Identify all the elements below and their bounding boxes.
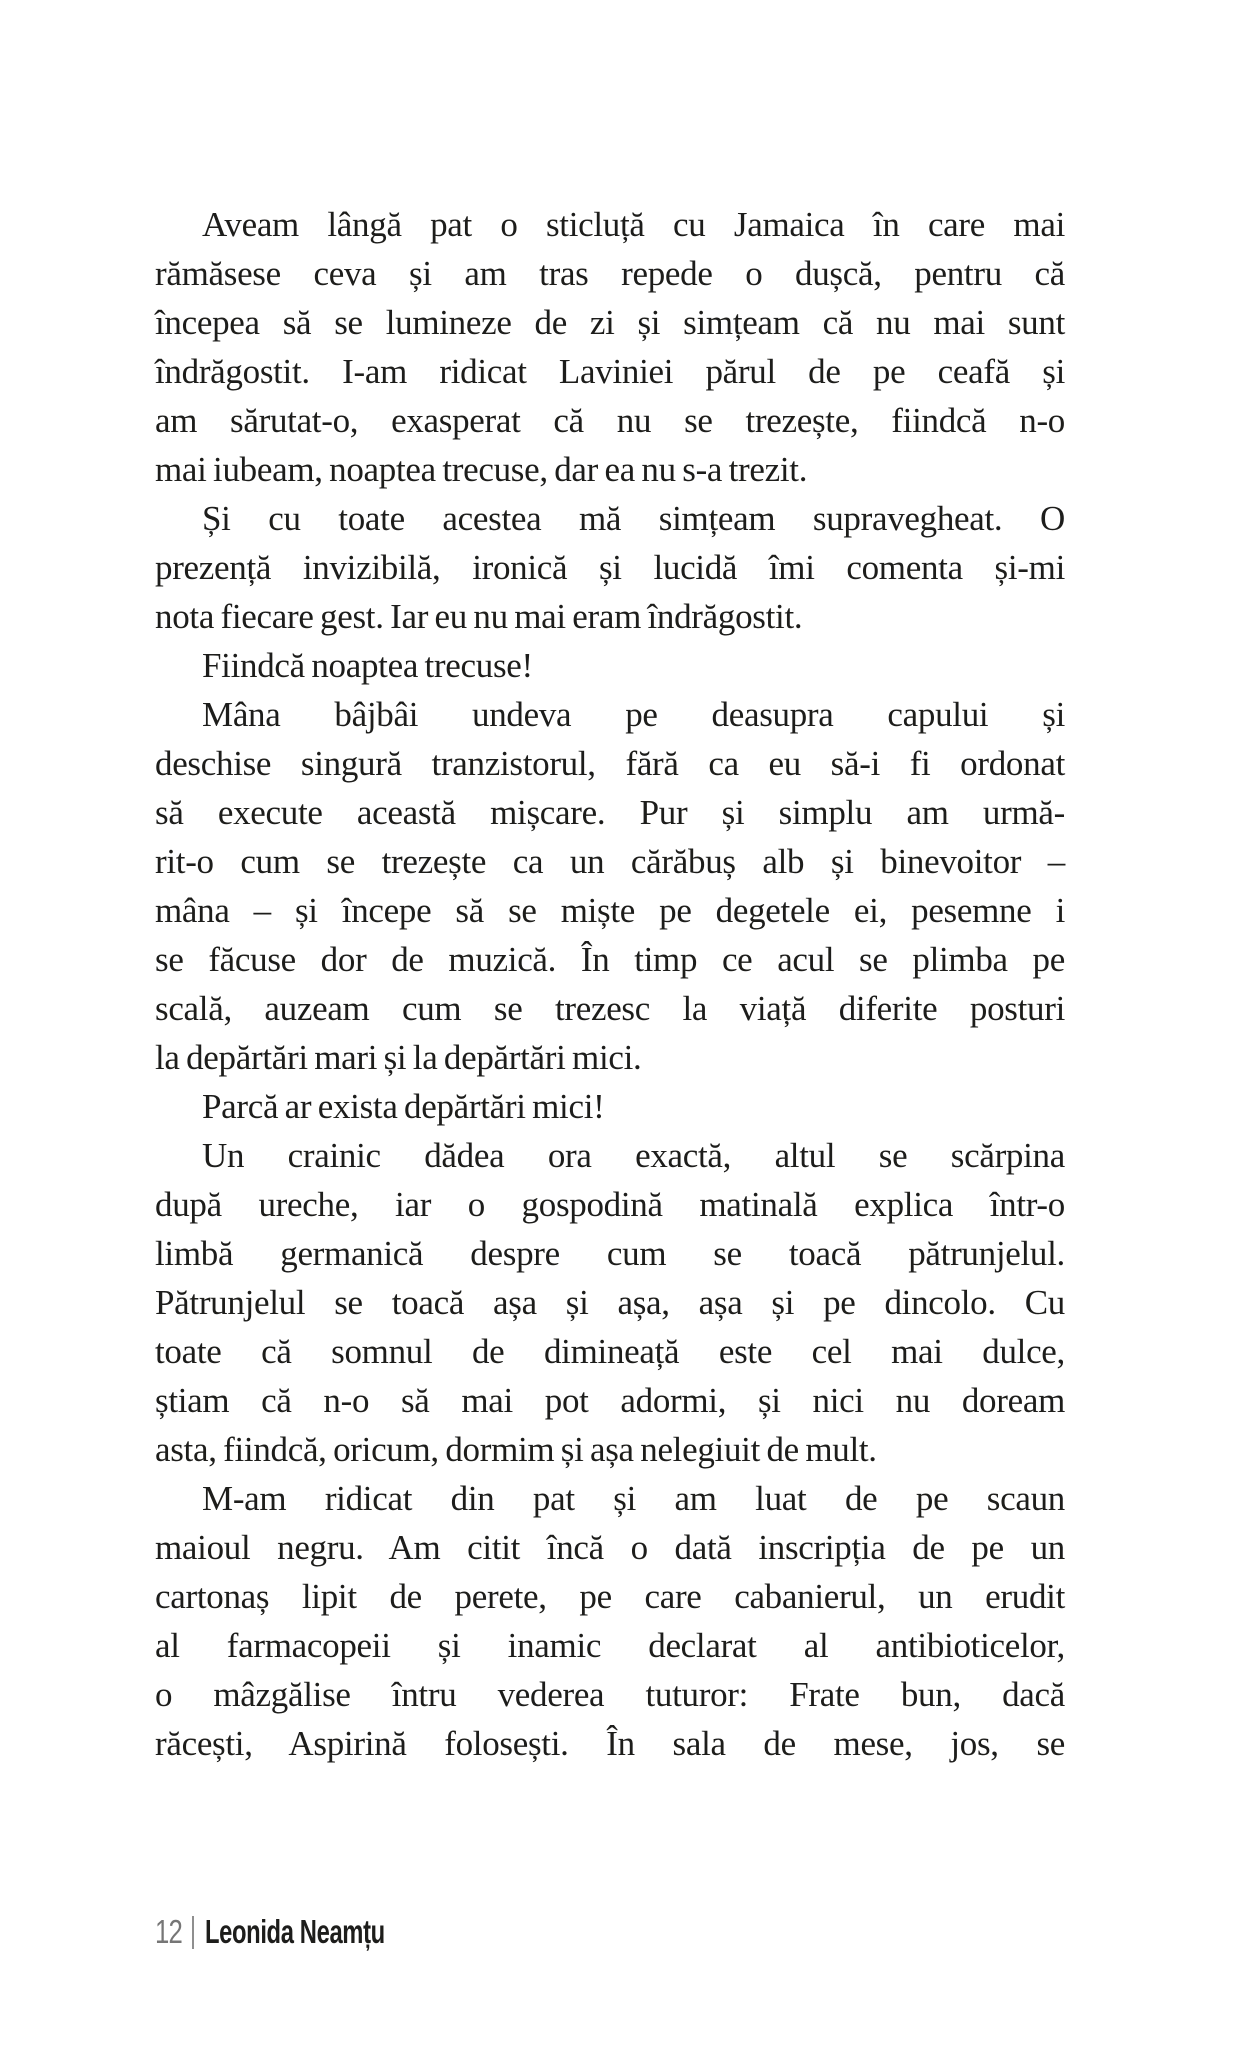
paragraph [155,1082,1065,1131]
text-line: scală, auzeam cum se trezesc la viață diferite posturi [155,989,1065,1028]
text-line: începea să se lumineze de zi și simțeam că nu mai sunt [155,303,1065,342]
page-text [155,200,1065,1768]
text-line: rămăsese ceva și am tras repede o dușcă, pentru că [155,254,1065,293]
paragraph [155,494,1065,641]
paragraph [155,641,1065,690]
text-line: toate că somnul de dimineață este cel mai dulce, [155,1332,1065,1371]
paragraph [155,1474,1065,1768]
text-line: M-am ridicat din pat și am luat de pe scaun [202,1479,1065,1518]
text-line: cartonaș lipit de perete, pe care cabanierul, un erudit [155,1577,1065,1616]
author-name: Leonida Neamțu [204,1913,385,1950]
text-line: rit-o cum se trezește ca un cărăbuș alb și binevoitor – [155,842,1065,881]
text-line: nota fiecare gest. Iar eu nu mai eram îndrăgostit. [155,597,803,636]
text-line: Aveam lângă pat o sticluță cu Jamaica în care mai [202,205,1065,244]
text-line: Fiindcă noaptea trecuse! [202,646,533,685]
text-line: Parcă ar exista depărtări mici! [202,1087,605,1126]
text-line: asta, fiindcă, oricum, dormim și așa nelegiuit de mult. [155,1430,877,1469]
text-line: Un crainic dădea ora exactă, altul se scărpina [202,1136,1065,1175]
text-line: îndrăgostit. I-am ridicat Laviniei părul de pe ceafă și [155,352,1065,391]
text-line: limbă germanică despre cum se toacă pătrunjelul. [155,1234,1065,1273]
text-line: prezență invizibilă, ironică și lucidă îmi comenta și-mi [155,548,1065,587]
footer-separator [192,1916,194,1949]
text-line: știam că n-o să mai pot adormi, și nici nu doream [155,1381,1065,1420]
text-line: se făcuse dor de muzică. În timp ce acul se plimba pe [155,940,1065,979]
text-line: al farmacopeii și inamic declarat al antibioticelor, [155,1626,1065,1665]
page-footer [155,1912,454,1952]
text-line: mai iubeam, noaptea trecuse, dar ea nu s-a trezit. [155,450,808,489]
text-line: am sărutat-o, exasperat că nu se trezește, fiindcă n-o [155,401,1065,440]
paragraph [155,200,1065,494]
text-line: Pătrunjelul se toacă așa și așa, așa și pe dincolo. Cu [155,1283,1065,1322]
page-number: 12 [155,1913,183,1950]
text-line: Mâna bâjbâi undeva pe deasupra capului și [202,695,1065,734]
text-line: răcești, Aspirină folosești. În sala de mese, jos, se [155,1724,1065,1763]
text-line: o mâzgălise întru vederea tuturor: Frate bun, dacă [155,1675,1065,1714]
paragraph [155,1131,1065,1474]
text-line: să execute această mișcare. Pur și simplu am urmă- [155,793,1065,832]
paragraph [155,690,1065,1082]
text-line: Și cu toate acestea mă simțeam supravegheat. O [202,499,1065,538]
text-line: mâna – și începe să se miște pe degetele ei, pesemne i [155,891,1065,930]
text-line: deschise singură tranzistorul, fără ca eu să-i fi ordonat [155,744,1065,783]
text-line: maioul negru. Am citit încă o dată inscripția de pe un [155,1528,1065,1567]
text-line: la depărtări mari și la depărtări mici. [155,1038,642,1077]
text-line: după ureche, iar o gospodină matinală explica într-o [155,1185,1065,1224]
